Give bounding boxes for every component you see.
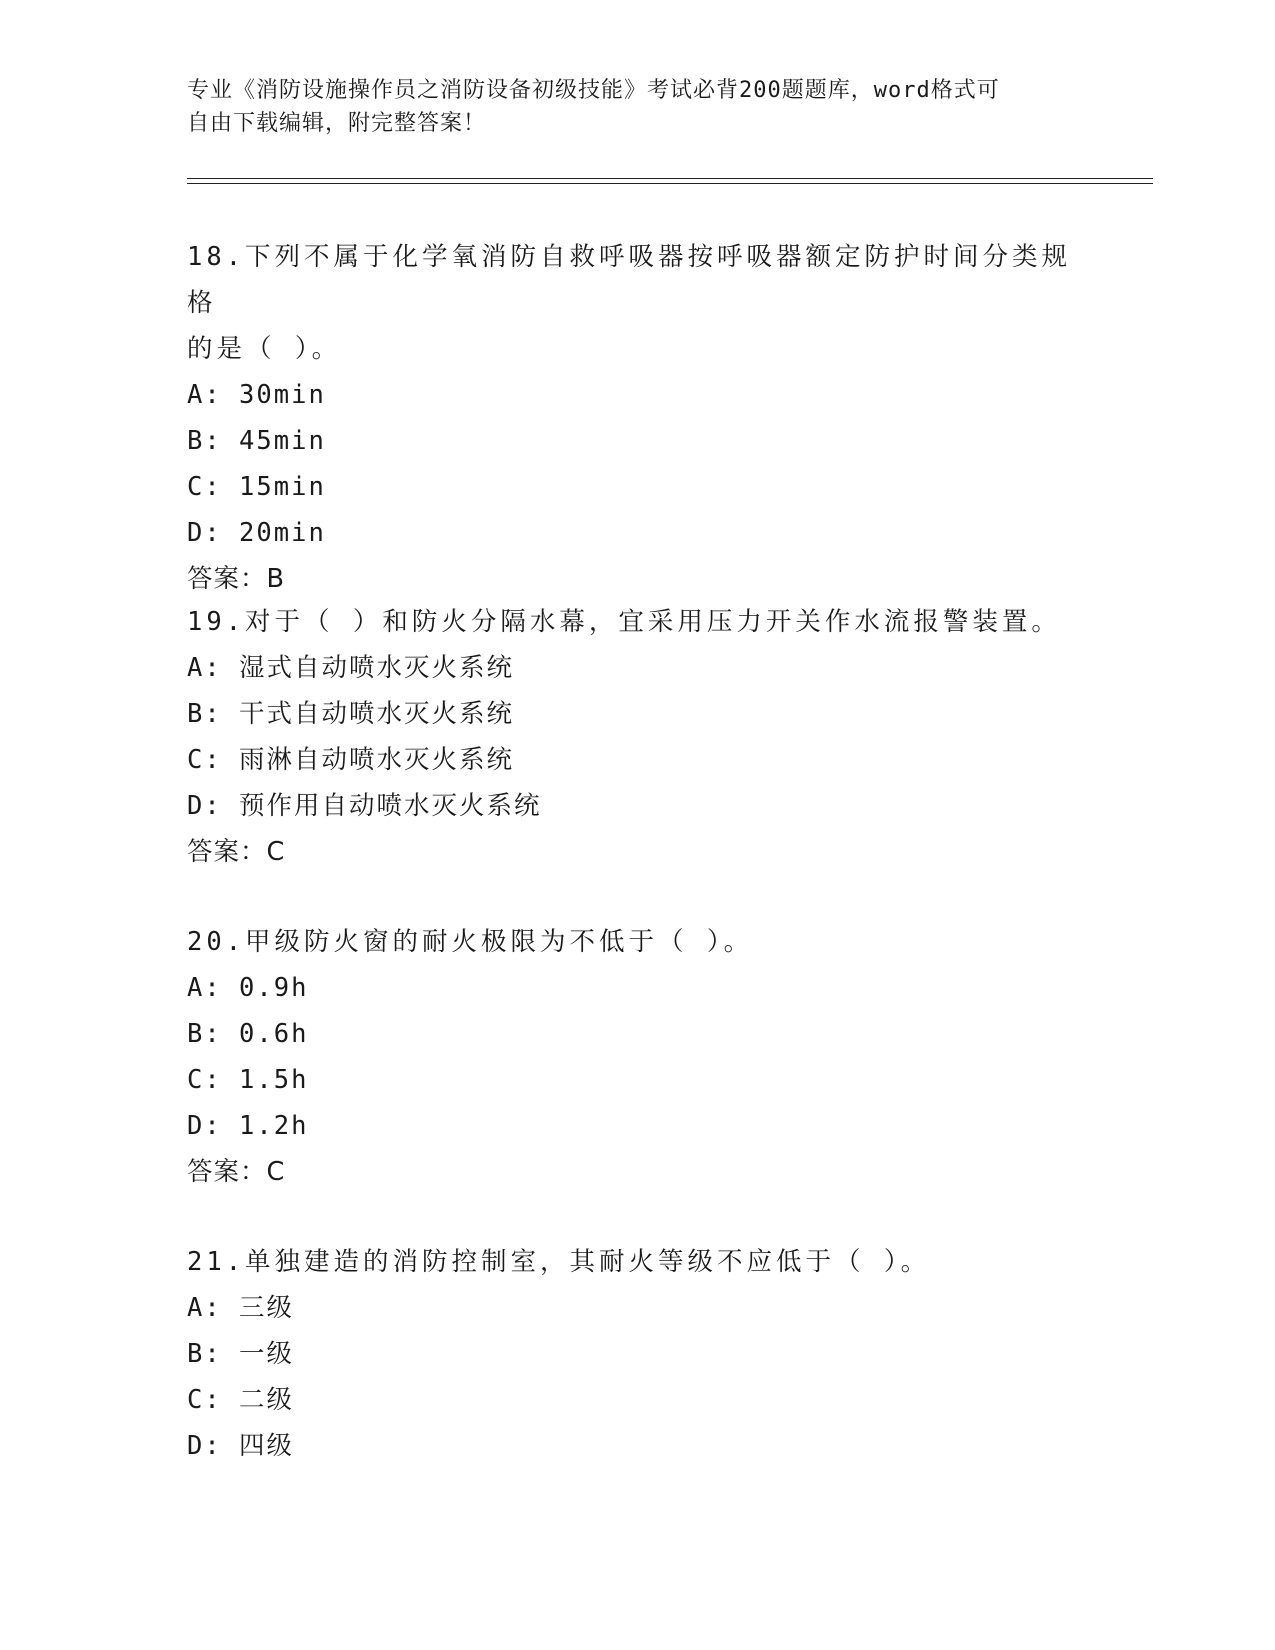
option-c: C: 1.5h xyxy=(187,1065,309,1095)
answer: 答案：B xyxy=(187,564,285,594)
option-d: D: 预作用自动喷水灭火系统 xyxy=(187,791,542,821)
answer: 答案：C xyxy=(187,1157,286,1187)
question-stem: 21.单独建造的消防控制室，其耐火等级不应低于（ ）。 xyxy=(187,1247,931,1277)
question-19 xyxy=(187,599,1087,875)
document-header xyxy=(187,74,1087,140)
question-stem: 19.对于（ ）和防火分隔水幕，宜采用压力开关作水流报警装置。 xyxy=(187,607,1061,637)
question-stem: 18.下列不属于化学氧消防自救呼吸器按呼吸器额定防护时间分类规格 xyxy=(187,242,1072,318)
question-stem: 20.甲级防火窗的耐火极限为不低于（ ）。 xyxy=(187,927,754,957)
option-c: C: 15min xyxy=(187,472,326,502)
header-divider-bottom xyxy=(187,183,1153,184)
answer: 答案：C xyxy=(187,837,286,867)
header-line-2: 自由下载编辑，附完整答案！ xyxy=(187,111,487,136)
option-a: A: 30min xyxy=(187,380,326,410)
option-b: B: 0.6h xyxy=(187,1019,309,1049)
option-c: C: 雨淋自动喷水灭火系统 xyxy=(187,745,515,775)
question-18 xyxy=(187,234,1087,602)
header-line-1: 专业《消防设施操作员之消防设备初级技能》考试必背200题题库，word格式可 xyxy=(187,78,1000,103)
question-20 xyxy=(187,919,1087,1195)
option-a: A: 三级 xyxy=(187,1293,295,1323)
option-b: B: 一级 xyxy=(187,1339,295,1369)
option-d: D: 20min xyxy=(187,518,326,548)
option-b: B: 干式自动喷水灭火系统 xyxy=(187,699,515,729)
option-d: D: 四级 xyxy=(187,1431,295,1461)
option-b: B: 45min xyxy=(187,426,326,456)
question-stem-continued: 的是（ ）。 xyxy=(187,334,342,364)
question-21 xyxy=(187,1239,1087,1469)
option-a: A: 湿式自动喷水灭火系统 xyxy=(187,653,515,683)
option-a: A: 0.9h xyxy=(187,973,309,1003)
header-divider-top xyxy=(187,178,1153,179)
option-c: C: 二级 xyxy=(187,1385,295,1415)
option-d: D: 1.2h xyxy=(187,1111,309,1141)
